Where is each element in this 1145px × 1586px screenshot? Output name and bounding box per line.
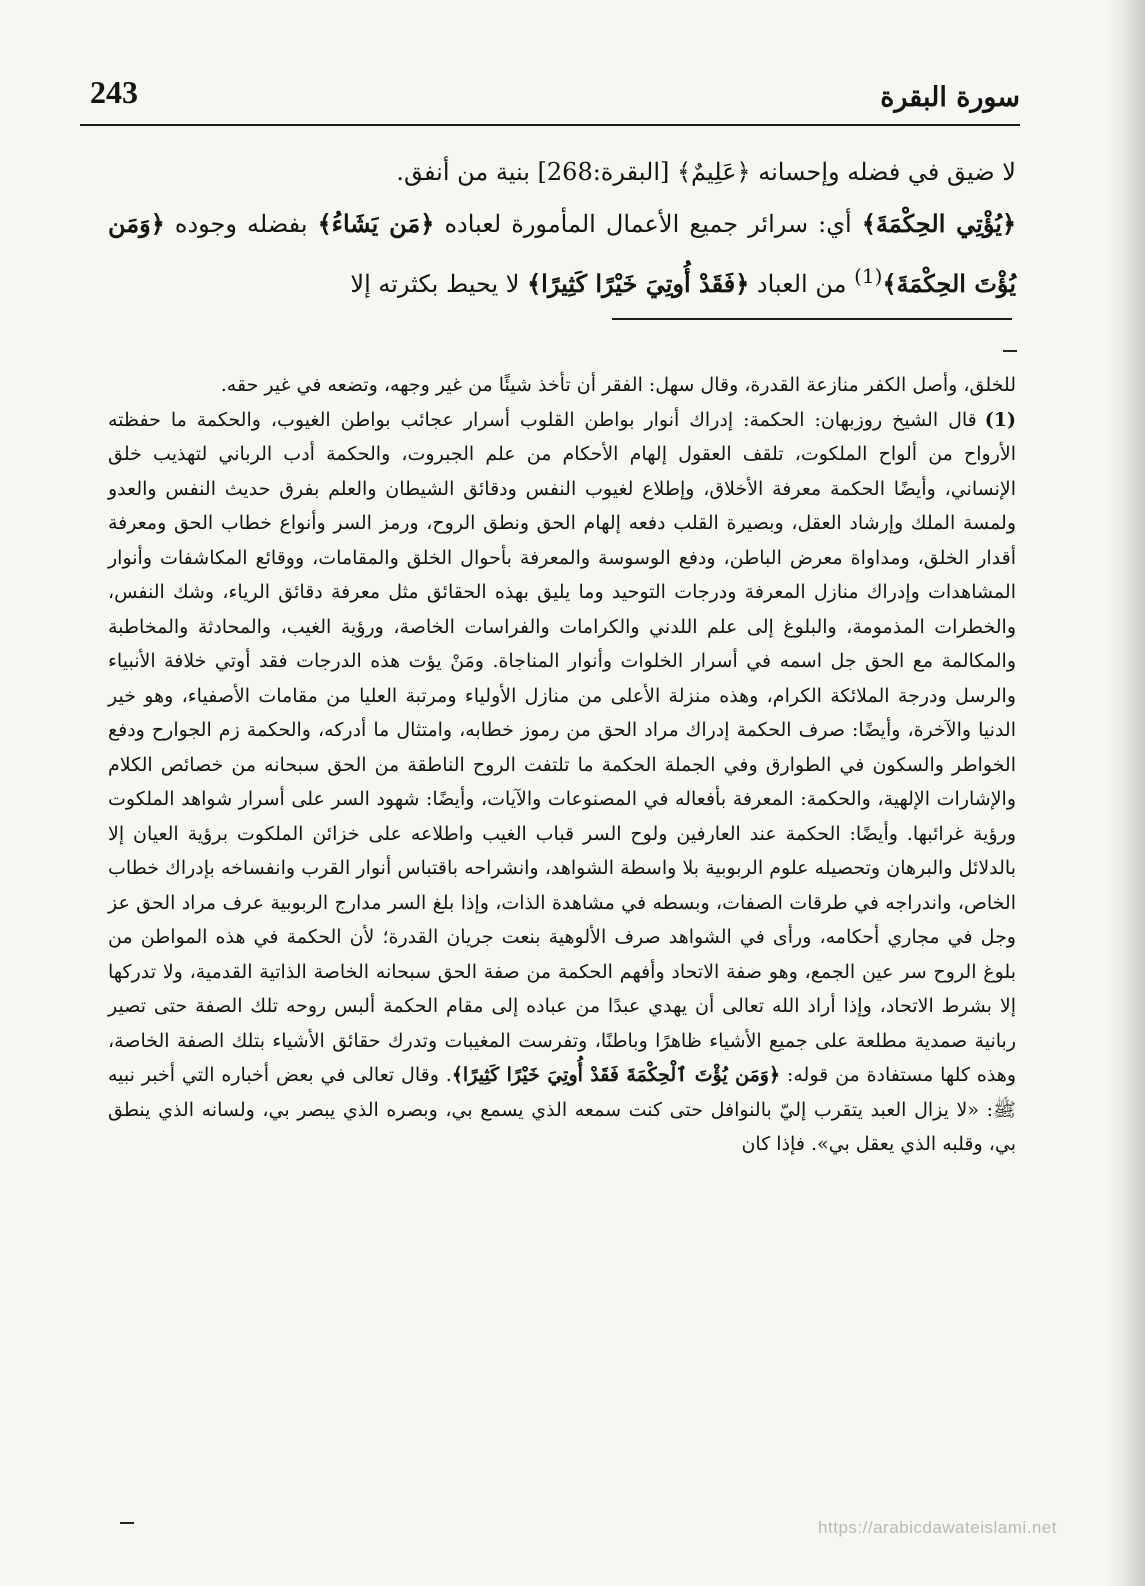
page-number: 243: [90, 74, 138, 110]
footnote-reference: (1): [854, 264, 883, 288]
footnote-text: قال الشيخ روزبهان: الحكمة: إدراك أنوار بواطن القلوب أسرار عجائب بواطن الغيوب، والحكمة ما حفظته الأرواح من ألواح الملكوت، تلقف العقول إلهام الأحكام من علم الجبروت، والحكمة أدب الرباني لتهذيب خلق الإنساني، وأيضًا الحكمة معرفة الأخلاق، وإطلاع لغيوب النفس ودقائق الشيطان والعلم بفرق حديث النفس والعدو ولمسة الملك وإرشاد العقل، وبصيرة القلب دفعه إلهام الحق ونطق الروح، ورمز السر وأنواع خطاب الحق ومعرفة أقدار الخلق، ومداواة معرض الباطن، ودفع الوسوسة والمعرفة بأحوال الخلق والمقامات، ووقائع المكاشفات وأنوار المشاهدات وإدراك منازل المعرفة ودرجات التوحيد وما يليق بهذه الحقائق مثل معرفة دقائق الرياء، وشك النفس، والخطرات المذمومة، والبلوغ إلى علم اللدني والكرامات والفراسات الخاصة، ورؤية الغيب، والمحادثة والمخاطبة والمكالمة مع الحق جل اسمه في أسرار الخلوات وأنوار المناجاة. ومَنْ يؤت هذه الدرجات فقد أوتي خلافة الأنبياء والرسل ودرجة الملائكة الكرام، وهذه منزلة الأعلى من منازل الأولياء ومرتبة العليا من مقامات الأصفياء، وهو خير الدنيا والآخرة، وأيضًا: صرف الحكمة إدراك مراد الحق من رموز خطابه، وامتثال ما أدركه، والحكمة زم الجوارح ودفع الخواطر والسكون في الطوارق وفي الجملة الحكمة ما تلتفت الروح الناطقة من الحق سبحانه من خصائص الكلام والإشارات الإلهية، والحكمة: المعرفة بأفعاله في المصنوعات والآيات، وأيضًا: شهود السر على أسرار شواهد الملكوت ورؤية غرائبها. وأيضًا: الحكمة عند العارفين ولوح السر قباب الغيب واطلاعه على خزائن الملكوت برؤية العيان إلا بالدلائل والبرهان وتحصيله علوم الربوبية بلا واسطة الشواهد، وانشراحه باقتباس أنوار القرب وانفساخه بإدراك خطاب الخاص، واندراجه في طرقات الصفات، وبسطه في مشاهدة الذات، وإذا بلغ السر مدارج الربوبية عرف مراد الحق عز وجل في مجاري أحكامه، ورأى في الشواهد صرف الألوهية بنعت جريان القدرة؛ لأن الحكمة في هذه المواطن من بلوغ الروح سر عين الجمع، وهو صفة الاتحاد وأفهم الحكمة من صفة الحق سبحانه الخاصة الذاتية القدمية، ولا تدركها إلا بشرط الاتحاد، وإذا أراد الله تعالى أن يهدي عبدًا من عباده إلى مقام الحكمة ألبس روحه تلك الصفة حتى تصير ربانية صمدية مطلعة على جميع الأشياء ظاهرًا وباطنًا، وتفرست المغيبات وتدرك حقائق الأشياء بتلك الصفة الخاصة، وهذه كلها مستفادة من قوله:: [108, 408, 1016, 1086]
footnote-number: (1): [984, 408, 1016, 431]
main-paragraph-2: [108, 198, 1016, 310]
footnote-continuation: للخلق، وأصل الكفر منازعة القدرة، وقال سهل: الفقر أن تأخذ شيئًا من غير وجهه، وتضعه في غير حقه.: [220, 374, 1016, 396]
quran-quote: ﴿يُؤْتِي الحِكْمَةَ﴾: [861, 209, 1017, 238]
quran-quote: ﴿وَمَن يُؤْتَ ٱلْحِكْمَةَ فَقَدْ أُوتِيَ خَيْرًا كَثِيرًا﴾: [451, 1064, 781, 1086]
watermark-url: https://arabicdawateislami.net: [818, 1518, 1057, 1537]
commentary-text: بفضله وجوده: [164, 210, 318, 238]
footnote-1: [108, 403, 1016, 1162]
header-rule: [80, 124, 1020, 126]
main-paragraph-1: لا ضيق في فضله وإحسانه ﴿عَلِيمٌ﴾ [البقرة:268] بنية من أنفق.: [396, 158, 1016, 186]
quran-quote: ﴿وَمَن يُؤْتَ الحِكْمَةَ﴾: [108, 209, 1016, 298]
commentary-text: أي: سرائر جميع الأعمال المأمورة لعباده: [434, 210, 862, 238]
commentary-text: لا يحيط بكثرته إلا: [350, 270, 528, 298]
page-header: [80, 66, 1020, 124]
footnote-separator: [612, 318, 1012, 320]
footnotes: [108, 368, 1016, 1162]
commentary-text: من العباد: [749, 270, 855, 298]
margin-dash: [1003, 350, 1017, 352]
main-text: [108, 146, 1016, 310]
quran-quote: ﴿مَن يَشَاءُ﴾: [317, 209, 435, 238]
quran-quote: ﴿فَقَدْ أُوتِيَ خَيْرًا كَثِيرًا﴾: [527, 269, 750, 298]
surah-title: سورة البقرة: [880, 82, 1020, 113]
footnote-text: . وقال تعالى في بعض أخباره التي أخبر نبيه ﷺ: «لا يزال العبد يتقرب إليّ بالنوافل حتى كنت سمعه الذي يسمع بي، وبصره الذي يبصر بي، ولسانه الذي ينطق بي، وقلبه الذي يعقل بي». فإذا كان: [108, 1064, 1016, 1155]
page-edge-shadow: [1107, 0, 1145, 1586]
margin-dash-bottom: [120, 1522, 134, 1524]
